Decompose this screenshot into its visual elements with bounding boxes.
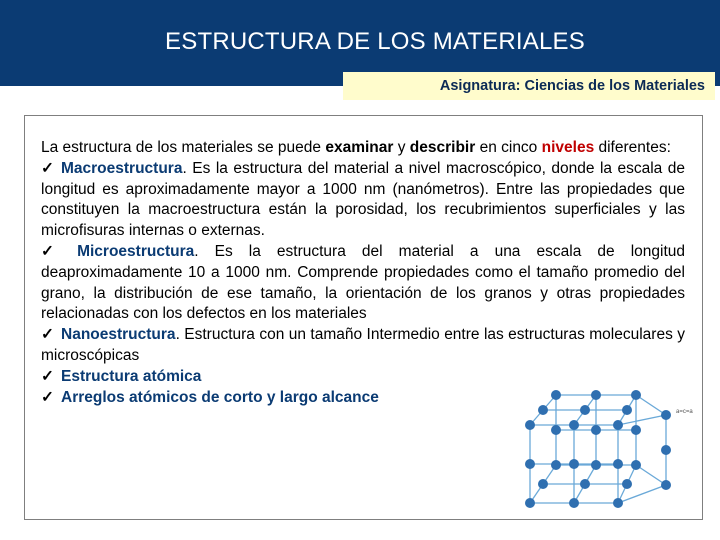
page-title: ESTRUCTURA DE LOS MATERIALES xyxy=(165,28,585,55)
term-micro: Microestructura xyxy=(77,242,195,260)
term-arrangements: Arreglos atómicos de corto y largo alcance xyxy=(61,388,379,406)
word-describir: describir xyxy=(409,139,476,156)
term-nano: Nanoestructura xyxy=(61,326,176,344)
list-item-nano: ✓ Nanoestructura. Estructura con un tamaño Intermedio entre las estructuras moleculares y microscópicas xyxy=(41,326,685,364)
check-icon: ✓ xyxy=(41,326,54,344)
lattice-label: a=c=a xyxy=(676,409,693,415)
crystal-lattice-figure xyxy=(508,385,698,515)
word-niveles: niveles xyxy=(541,139,595,156)
term-macro: Macroestructura xyxy=(61,159,183,177)
list-item-micro: ✓ Microestructura. Es la estructura del material a una escala de longitud deaproximadamente 10 a 1000 nm. Comprende propiedades como el tamaño promedio del grano, la distribución de ese tamaño, la orientación de los granos y otras propiedades relacionadas con los defectos en los materiales xyxy=(41,242,685,323)
check-icon: ✓ xyxy=(41,388,54,406)
term-atomic: Estructura atómica xyxy=(61,367,202,385)
check-icon: ✓ xyxy=(41,367,54,385)
intro-paragraph: La estructura de los materiales se puede examinar y describir en cinco niveles diferentes: xyxy=(41,139,671,156)
lattice-bonds xyxy=(530,395,666,503)
word-examinar: examinar xyxy=(325,139,394,156)
list-item-macro: ✓ Macroestructura. Es la estructura del material a nivel macroscópico, donde la escala de longitud es aproximadamente mayor a 1000 nm (nanómetros). Entre las propiedades que constituyen la macroestructura están la porosidad, los recubrimientos superficiales y las microfisuras internas o externas. xyxy=(41,159,685,240)
check-icon: ✓ xyxy=(41,159,54,177)
subject-banner: Asignatura: Ciencias de los Materiales xyxy=(343,72,715,100)
lattice-atoms xyxy=(525,390,671,508)
check-icon: ✓ xyxy=(41,242,54,260)
body-text xyxy=(41,138,685,408)
